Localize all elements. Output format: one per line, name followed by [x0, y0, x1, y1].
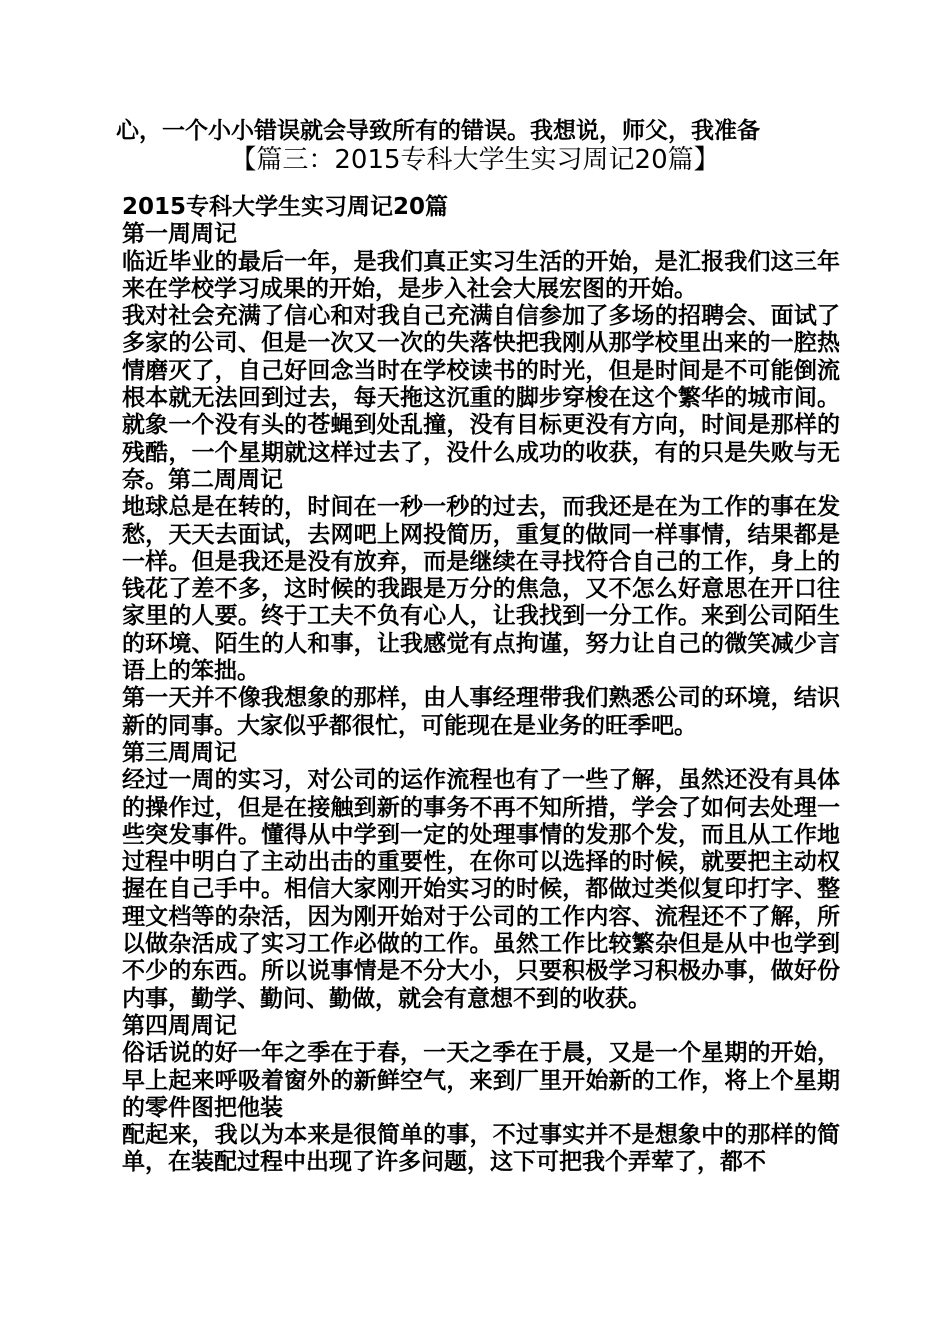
paragraph: 俗话说的好一年之季在于春，一天之季在于晨，又是一个星期的开始，早上起来呼吸着窗外的新鲜空气，来到厂里开始新的工作，将上个星期的零件图把他装	[122, 1040, 840, 1121]
section-heading: 【篇三：2015专科大学生实习周记20篇】	[230, 145, 720, 175]
paragraph-week1-heading: 第一周周记	[122, 221, 237, 248]
paragraph-week4-heading: 第四周周记	[122, 1012, 237, 1039]
paragraph: 经过一周的实习，对公司的运作流程也有了一些了解，虽然还没有具体的操作过，但是在接触到新的事务不再不知所措，学会了如何去处理一些突发事件。懂得从中学到一定的处理事情的发那个发，而且从工作地过程中明白了主动出击的重要性，在你可以选择的时候，就要把主动权握在自己手中。相信大家刚开始实习的时候，都做过类似复印打字、整理文档等的杂活，因为刚开始对于公司的工作内容、流程还不了解，所以做杂活成了实习工作必做的工作。虽然工作比较繁杂但是从中也学到不少的东西。所以说事情是不分大小，只要积极学习积极办事，做好份内事，勤学、勤问、勤做，就会有意想不到的收获。	[122, 767, 840, 1012]
paragraph: 第一天并不像我想象的那样，由人事经理带我们熟悉公司的环境，结识新的同事。大家似乎都很忙，可能现在是业务的旺季吧。	[122, 685, 840, 739]
paragraph: 地球总是在转的，时间在一秒一秒的过去，而我还是在为工作的事在发愁，天天去面试，去网吧上网投简历，重复的做同一样事情，结果都是一样。但是我还是没有放弃，而是继续在寻找符合自己的工作，身上的钱花了差不多，这时候的我跟是万分的焦急，又不怎么好意思在开口往家里的人要。终于工夫不负有心人，让我找到一分工作。来到公司陌生的环境、陌生的人和事，让我感觉有点拘谨，努力让自己的微笑减少言语上的笨拙。	[122, 494, 840, 685]
paragraph: 配起来，我以为本来是很简单的事，不过事实并不是想象中的那样的简单，在装配过程中出现了许多问题，这下可把我个弄荤了，都不	[122, 1122, 840, 1176]
article-title: 2015专科大学生实习周记20篇	[122, 194, 449, 220]
paragraph-week3-heading: 第三周周记	[122, 739, 237, 766]
paragraph: 临近毕业的最后一年，是我们真正实习生活的开始，是汇报我们这三年来在学校学习成果的开始，是步入社会大展宏图的开始。	[122, 248, 840, 302]
paragraph: 我对社会充满了信心和对我自己充满自信参加了多场的招聘会、面试了多家的公司、但是一次又一次的失落快把我刚从那学校里出来的一腔热情磨灭了，自己好回念当时在学校读书的时光，但是时间是不可能倒流根本就无法回到过去，每天拖这沉重的脚步穿梭在这个繁华的城市间。就象一个没有头的苍蝇到处乱撞，没有目标更没有方向，时间是那样的残酷，一个星期就这样过去了，没什么成功的收获，有的只是失败与无奈。第二周周记	[122, 303, 840, 493]
document-body	[116, 194, 840, 1177]
continued-text-line: 心，一个小小错误就会导致所有的错误。我想说，师父，我准备	[116, 118, 760, 144]
